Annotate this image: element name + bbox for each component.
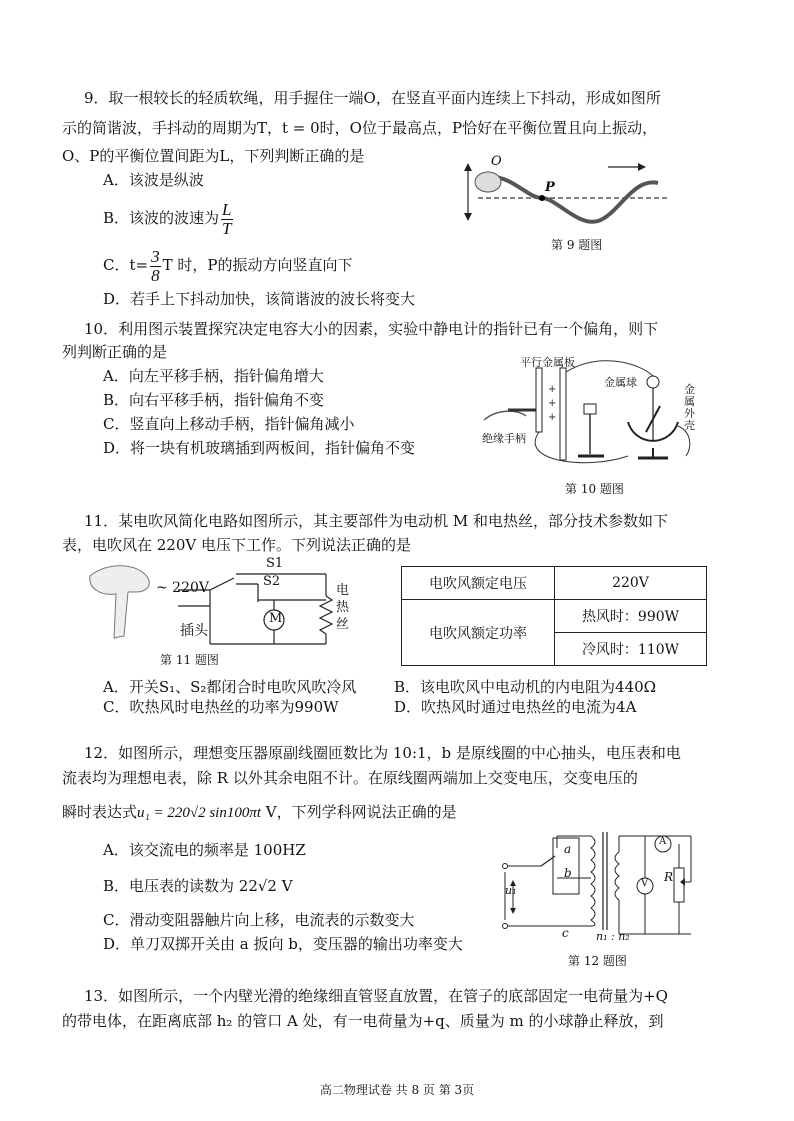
fraction-num: 3 <box>151 246 160 266</box>
q9-fraction-3-8 <box>150 248 161 285</box>
q10-label-handle: 绝缘手柄 <box>482 432 526 445</box>
q11-circuit-figure <box>86 556 356 654</box>
q9-option-c-prefix: C．t= <box>103 256 149 274</box>
q9-fraction-l-t <box>221 201 232 238</box>
q12-label-b: b <box>564 866 572 880</box>
q11-label-plug: 插头 <box>180 623 208 639</box>
point-p-marker <box>539 195 545 201</box>
switch-s1 <box>210 578 234 590</box>
q11-label-s1: S1 <box>266 556 284 571</box>
rope-wave <box>492 177 658 222</box>
q10-label-shell: 金属外壳 <box>684 383 695 432</box>
q12-label-r: R <box>664 870 674 884</box>
q10-stem-line1: 10．利用图示装置探究决定电容大小的因素，实验中静电计的指针已有一个偏角，则下 <box>84 320 659 338</box>
svg-text:+: + <box>548 384 557 395</box>
q9-label-o: O <box>491 154 502 169</box>
arrow-right-icon <box>638 163 646 171</box>
left-plate <box>536 368 542 432</box>
q9-caption: 第 9 题图 <box>551 238 603 252</box>
arrow-down-icon <box>464 213 472 221</box>
q12-label-c: c <box>562 926 569 940</box>
table-cell: 电吹风额定电压 <box>402 567 555 600</box>
q9-stem-line3: O、P的平衡位置间距为L，下列判断正确的是 <box>62 147 365 165</box>
q12-option-b: B．电压表的读数为 22√2 V <box>103 877 293 895</box>
q9-option-b-text: B．该波的波速为 <box>103 209 220 227</box>
svg-text:+: + <box>548 398 557 409</box>
arrow-down-icon <box>510 908 516 914</box>
q9-option-c-suffix: T 时，P的振动方向竖直向下 <box>162 256 353 274</box>
q12-stem-line2: 流表均为理想电表，除 R 以外其余电阻不计。在原线圈两端加上交变电压，交变电压的 <box>62 769 638 787</box>
q12-option-d: D．单刀双掷开关由 a 扳向 b，变压器的输出功率变大 <box>103 935 463 953</box>
q9-option-b <box>103 194 235 242</box>
rheostat <box>674 868 684 902</box>
fraction-den: T <box>222 218 232 238</box>
q11-label-s2: S2 <box>263 574 281 589</box>
primary-coil <box>591 836 595 926</box>
q12-transformer-figure <box>495 826 705 946</box>
q9-option-a: A．该波是纵波 <box>103 171 204 189</box>
q12-label-ratio: n₁ : n₂ <box>596 930 630 943</box>
q11-option-a: A．开关S₁、S₂都闭合时电吹风吹冷风 <box>103 678 357 696</box>
q11-stem-line2: 表，电吹风在 220V 电压下工作。下列说法正确的是 <box>62 536 412 554</box>
metal-ball <box>647 376 659 388</box>
q11-option-c: C．吹热风时电热丝的功率为990W <box>103 698 339 716</box>
hand-icon <box>475 172 501 192</box>
right-plate <box>560 368 566 460</box>
q9-label-p: P <box>545 180 555 195</box>
table-cell: 冷风时：110W <box>555 633 707 666</box>
table-cell: 220V <box>555 567 707 600</box>
q13-stem-line2: 的带电体，在距离底部 h₂ 的管口 A 处，有一电荷量为+q、质量为 m 的小球静止释放，到 <box>62 1012 664 1030</box>
q12-label-u1: u₁ <box>505 884 517 897</box>
q11-option-b: B．该电吹风中电动机的内电阻为440Ω <box>394 678 657 696</box>
q9-stem-line2: 示的简谐波，手抖动的周期为T，t = 0时，O位于最高点，P恰好在平衡位置且向上振动， <box>62 119 658 137</box>
q12-label-ammeter: A <box>659 836 667 847</box>
wire-bottom <box>535 432 628 463</box>
arrow-up-icon <box>464 163 472 171</box>
heater-coil <box>320 596 332 634</box>
fraction-den: 8 <box>151 265 160 285</box>
svg-text:+: + <box>548 412 557 423</box>
q12-option-c: C．滑动变阻器触片向上移，电流表的示数变大 <box>103 911 415 929</box>
secondary-coil <box>615 852 619 900</box>
q11-stem-line1: 11．某电吹风简化电路如图所示，其主要部件为电动机 M 和电热丝，部分技术参数如下 <box>84 512 668 530</box>
q10-option-b: B．向右平移手柄，指针偏角不变 <box>103 391 325 409</box>
table-cell: 电吹风额定功率 <box>402 600 555 666</box>
q12-voltage-formula: u₁ = 220√2 sin100πt <box>137 805 262 821</box>
q10-option-d: D．将一块有机玻璃插到两板间，指针偏角不变 <box>103 439 416 457</box>
q12-label-voltmeter: V <box>641 878 649 889</box>
q12-stem-line3-prefix: 瞬时表达式 <box>62 803 138 821</box>
page-footer: 高二物理试卷 共 8 页 第 3页 <box>319 1083 475 1097</box>
q10-option-c: C．竖直向上移动手柄，指针偏角减小 <box>103 415 355 433</box>
q13-stem-line1: 13．如图所示，一个内壁光滑的绝缘细直管竖直放置，在管子的底部固定一电荷量为+Q <box>84 987 668 1005</box>
q10-stem-line2: 列判断正确的是 <box>62 343 168 361</box>
q9-stem-line1: 9．取一根较长的轻质软绳，用手握住一端O，在竖直平面内连续上下抖动，形成如图所 <box>84 89 661 107</box>
hand-icon <box>484 411 526 420</box>
q11-spec-table <box>401 566 707 666</box>
q10-label-plates: 平行金属板 <box>520 356 575 369</box>
q12-stem-line3 <box>62 802 457 823</box>
q12-caption: 第 12 题图 <box>568 954 627 968</box>
q12-option-a: A．该交流电的频率是 100HZ <box>103 841 306 859</box>
table-cell: 热风时：990W <box>555 600 707 633</box>
q11-label-heater: 电热丝 <box>336 583 350 632</box>
q10-option-a: A．向左平移手柄，指针偏角增大 <box>103 367 324 385</box>
q12-label-a: a <box>564 842 572 856</box>
q9-option-c <box>103 242 352 288</box>
q11-label-voltage: ~ 220V <box>156 580 210 596</box>
q12-stem-line1: 12．如图所示，理想变压器原副线圈匝数比为 10:1，b 是原线圈的中心抽头，电压表和电 <box>84 744 681 762</box>
q10-label-ball: 金属球 <box>604 376 637 389</box>
fraction-num: L <box>222 199 232 219</box>
q11-caption: 第 11 题图 <box>160 653 219 667</box>
q10-caption: 第 10 题图 <box>565 482 624 496</box>
hair-dryer-icon <box>90 566 149 638</box>
q11-label-m: M <box>269 611 283 626</box>
table-row <box>402 567 707 600</box>
q9-option-d: D．若手上下抖动加快，该简谐波的波长将变大 <box>103 290 416 308</box>
q10-capacitor-figure <box>478 352 708 470</box>
q12-stem-line3-suffix: V，下列学科网说法正确的是 <box>261 803 457 821</box>
q11-option-d: D．吹热风时通过电热丝的电流为4A <box>394 698 637 716</box>
table-row <box>402 600 707 633</box>
